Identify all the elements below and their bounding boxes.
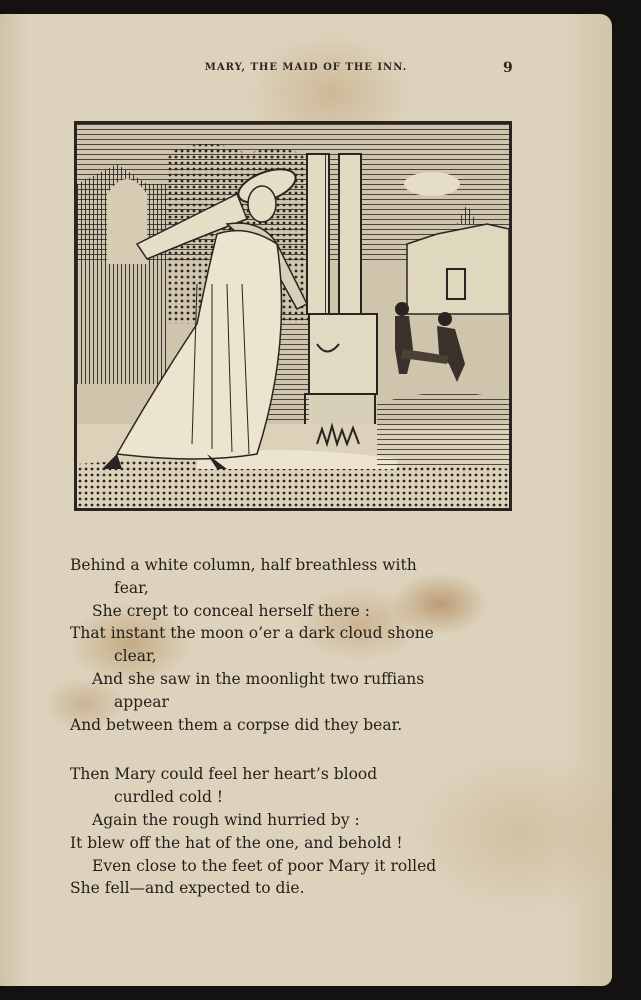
poem-line: Then Mary could feel her heart’s blood [70,765,378,784]
running-header: MARY, THE MAID OF THE INN. [204,62,408,73]
poem-line: Behind a white column, half breathless with [70,556,417,574]
poem-line: That instant the moon o’er a dark cloud shone [70,624,434,643]
woodcut-scene [77,124,509,508]
woodcut-illustration [74,121,512,511]
poem-line: appear [114,692,169,711]
poem-line: Even close to the feet of poor Mary it rolled [92,856,437,875]
pedestal [309,314,377,394]
moon [404,172,460,196]
poem-line: Again the rough wind hurried by : [92,810,360,829]
poem-text [70,554,520,900]
poem-line: And she saw in the moonlight two ruffians [92,669,425,688]
poem-line: It blew off the hat of the one, and behold ! [70,833,403,852]
poem-line: And between them a corpse did they bear. [70,715,403,734]
poem-line: She crept to conceal herself there : [92,601,370,620]
poem-line: fear, [114,578,149,597]
page-number: 9 [503,60,513,76]
poem-line: clear, [114,647,157,666]
poem-line: She fell—and expected to die. [70,879,305,898]
stanza-break [70,736,520,763]
poem-line: curdled cold ! [114,788,224,807]
